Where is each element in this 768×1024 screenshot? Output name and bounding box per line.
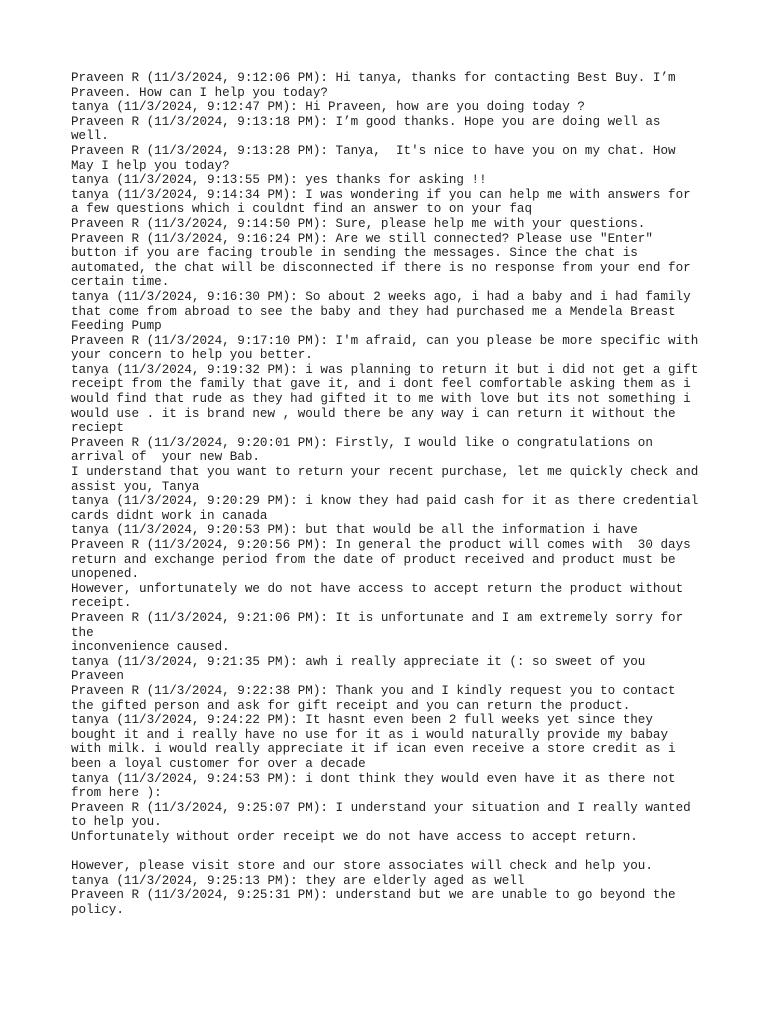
transcript-line: Praveen R (11/3/2024, 9:20:56 PM): In general the product will comes with 30 days [71, 538, 691, 552]
transcript-line: reciept [71, 421, 124, 436]
transcript-line [71, 844, 711, 859]
transcript-line: Praveen. How can I help you today? [71, 85, 328, 100]
transcript-line: However, unfortunately we do not have access to accept return the product without [71, 581, 684, 596]
transcript-line: tanya (11/3/2024, 9:20:29 PM): i know they had paid cash for it as there credential [71, 494, 699, 509]
transcript-line: been a loyal customer for over a decade [71, 756, 366, 771]
transcript-line: the [71, 625, 94, 640]
transcript-line: with milk. i would really appreciate it if ican even receive a store credit as i [71, 742, 676, 757]
transcript-line: Praveen R (11/3/2024, 9:14:50 PM): Sure, please help me with your questions. [71, 216, 646, 231]
transcript-line: well. [71, 129, 109, 144]
transcript-line: Praveen R (11/3/2024, 9:13:28 PM): Tanya, It's nice to have you on my chat. How [71, 143, 676, 158]
transcript-line: receipt. [71, 596, 132, 611]
transcript-line: tanya (11/3/2024, 9:25:13 PM): they are elderly aged as well [71, 873, 525, 888]
transcript-line: May I help you today? [71, 158, 230, 173]
document-page [71, 71, 711, 917]
transcript-line: receipt from the family that gave it, and i dont feel comfortable asking them as i [71, 377, 691, 392]
transcript-line: return and exchange period from the date of product received and product must be [71, 552, 676, 567]
transcript-line: certain time. [71, 275, 170, 290]
transcript-line: I understand that you want to return your recent purchase, let me quickly check and [71, 465, 699, 480]
transcript-line: Praveen R (11/3/2024, 9:16:24 PM): Are we still connected? Please use "Enter" [71, 231, 653, 246]
transcript-line: tanya (11/3/2024, 9:24:22 PM): It hasnt even been 2 full weeks yet since they [71, 713, 653, 728]
transcript-line: Unfortunately without order receipt we do not have access to accept return. [71, 829, 638, 844]
transcript-line: Praveen R (11/3/2024, 9:17:10 PM): I'm afraid, can you please be more specific with [71, 333, 699, 348]
transcript-line: Praveen R (11/3/2024, 9:13:18 PM): I’m good thanks. Hope you are doing well as [71, 114, 661, 129]
transcript-line: However, please visit store and our store associates will check and help you. [71, 859, 653, 874]
transcript-line: tanya (11/3/2024, 9:16:30 PM): So about 2 weeks ago, i had a baby and i had family [71, 289, 691, 304]
transcript-line: bought it and i really have no use for it as i would naturally provide my babay [71, 727, 669, 742]
transcript-line: a few questions which i couldnt find an answer to on your faq [71, 202, 533, 217]
transcript-line: would use . it is brand new , would there be any way i can return it without the [71, 406, 676, 421]
transcript-line: tanya (11/3/2024, 9:14:34 PM): I was wondering if you can help me with answers for [71, 187, 691, 202]
transcript-line: inconvenience caused. [71, 640, 230, 655]
transcript-line: that come from abroad to see the baby and they had purchased me a Mendela Breast [71, 304, 676, 319]
transcript-line: tanya (11/3/2024, 9:19:32 PM): i was planning to return it but i did not get a gift [71, 362, 699, 377]
transcript-line: Praveen R (11/3/2024, 9:25:31 PM): understand but we are unable to go beyond the [71, 888, 676, 903]
transcript-line: policy. [71, 902, 124, 917]
transcript-line: tanya (11/3/2024, 9:12:47 PM): Hi Praveen, how are you doing today ? [71, 100, 585, 115]
transcript-line: Praveen R (11/3/2024, 9:22:38 PM): Thank you and I kindly request you to contact [71, 683, 676, 698]
transcript-line: would find that rude as they had gifted it to me with love but its not something i [71, 392, 691, 407]
transcript-line: the gifted person and ask for gift receipt and you can return the product. [71, 698, 631, 713]
transcript-line: button if you are facing trouble in sending the messages. Since the chat is [71, 246, 638, 261]
transcript-line: Praveen R (11/3/2024, 9:25:07 PM): I understand your situation and I really wanted [71, 800, 691, 815]
transcript-line: from here ): [71, 786, 162, 801]
transcript-line: cards didnt work in canada [71, 508, 268, 523]
transcript-line: unopened. [71, 567, 140, 582]
transcript-line: your concern to help you better. [71, 348, 313, 363]
transcript-line: Feeding Pump [71, 319, 162, 334]
transcript-line: assist you, Tanya [71, 479, 200, 494]
transcript-line: tanya (11/3/2024, 9:20:53 PM): but that would be all the information i have [71, 523, 638, 538]
transcript-line: tanya (11/3/2024, 9:13:55 PM): yes thanks for asking !! [71, 173, 487, 188]
transcript-line: Praveen [71, 669, 124, 684]
transcript-line: Praveen R (11/3/2024, 9:21:06 PM): It is unfortunate and I am extremely sorry for [71, 610, 684, 625]
chat-transcript [71, 71, 711, 917]
transcript-line: automated, the chat will be disconnected if there is no response from your end for [71, 260, 691, 275]
transcript-line: Praveen R (11/3/2024, 9:20:01 PM): Firstly, I would like o congratulations on [71, 435, 653, 450]
transcript-line: to help you. [71, 815, 162, 830]
transcript-line: arrival of your new Bab. [71, 450, 260, 465]
transcript-line: tanya (11/3/2024, 9:24:53 PM): i dont think they would even have it as there not [71, 771, 676, 786]
transcript-line: tanya (11/3/2024, 9:21:35 PM): awh i really appreciate it (: so sweet of you [71, 654, 646, 669]
transcript-line: Praveen R (11/3/2024, 9:12:06 PM): Hi tanya, thanks for contacting Best Buy. I’m [71, 71, 676, 85]
